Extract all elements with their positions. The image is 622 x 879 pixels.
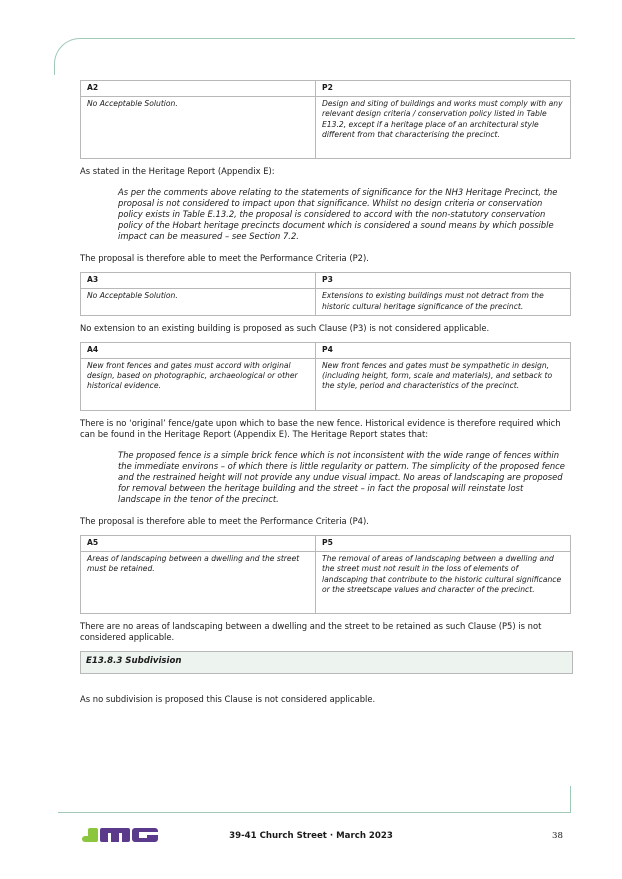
- acceptable-solution-text: No Acceptable Solution.: [81, 97, 316, 159]
- performance-criteria-text: Design and siting of buildings and works must comply with any relevant design criteria / conservation policy listed in Table E13.2, except if a heritage place of an architectural style different from that characterising the precinct.: [316, 97, 571, 159]
- acceptable-solution-text: Areas of landscaping between a dwelling and the street must be retained.: [81, 552, 316, 614]
- page-content: [80, 80, 572, 705]
- heritage-quote-2: The proposed fence is a simple brick fence which is not inconsistent with the wide range of fences within the immediate environs – of which there is little regularity or pattern. The simplicity of the proposed fence and the restrained height will not provide any undue visual impact. No areas of landscaping are proposed for removal between the heritage building and the street – in fact the proposal will reinstate lost landscape in the tenor of the precinct.: [118, 450, 565, 505]
- acceptable-solution-text: New front fences and gates must accord with original design, based on photographic, archaeological or other historical evidence.: [81, 359, 316, 411]
- heritage-quote-1: As per the comments above relating to the statements of significance for the NH3 Heritage Precinct, the proposal is not considered to impact upon that significance. Whilst no design criteria or conservation policy exists in Table E.13.2, the proposal is considered to accord with the non-statutory conservation policy of the Hobart heritage precincts document which is considered a sound means by which possible impact can be measured – see Section 7.2.: [118, 187, 558, 242]
- acceptable-solution-text: No Acceptable Solution.: [81, 289, 316, 315]
- criteria-table-a3: [80, 272, 571, 316]
- acceptable-solution-head: A4: [81, 342, 316, 358]
- p5-paragraph: There are no areas of landscaping between a dwelling and the street to be retained as such Clause (P5) is not considered applicable.: [80, 621, 542, 643]
- criteria-table-a2: [80, 80, 571, 159]
- page-frame-bottom: [58, 786, 571, 813]
- footer-title: 39-41 Church Street · March 2023: [229, 831, 393, 841]
- acceptable-solution-head: A2: [81, 81, 316, 97]
- performance-criteria-text: Extensions to existing buildings must not detract from the historic cultural heritage significance of the precinct.: [316, 289, 571, 315]
- acceptable-solution-head: A3: [81, 273, 316, 289]
- section-heading-subdivision: E13.8.3 Subdivision: [80, 651, 573, 674]
- p4-conclusion-paragraph: The proposal is therefore able to meet the Performance Criteria (P4).: [80, 516, 369, 527]
- heritage-intro-paragraph: As stated in the Heritage Report (Appendix E):: [80, 166, 275, 177]
- criteria-table-a4: [80, 342, 571, 411]
- performance-criteria-head: P3: [316, 273, 571, 289]
- performance-criteria-head: P4: [316, 342, 571, 358]
- p3-paragraph: No extension to an existing building is proposed as such Clause (P3) is not considered applicable.: [80, 322, 490, 333]
- performance-criteria-head: P2: [316, 81, 571, 97]
- performance-criteria-text: New front fences and gates must be sympathetic in design, (including height, form, scale and materials), and setback to the style, period and characteristics of the precinct.: [316, 359, 571, 411]
- criteria-table-a5: [80, 535, 571, 614]
- performance-criteria-head: P5: [316, 536, 571, 552]
- p2-conclusion-paragraph: The proposal is therefore able to meet the Performance Criteria (P2).: [80, 253, 369, 264]
- performance-criteria-text: The removal of areas of landscaping between a dwelling and the street must not result in the loss of elements of landscaping that contribute to the historic cultural significance or the streetscape values and character of the precinct.: [316, 552, 571, 614]
- subdivision-paragraph: As no subdivision is proposed this Clause is not considered applicable.: [80, 694, 376, 705]
- acceptable-solution-head: A5: [81, 536, 316, 552]
- fence-paragraph: There is no ‘original’ fence/gate upon which to base the new fence. Historical evidence is therefore required which can be found in the Heritage Report (Appendix E). The Heritage Report states that:: [80, 418, 561, 440]
- page-number: 38: [552, 831, 563, 841]
- page-frame-top: [54, 38, 575, 75]
